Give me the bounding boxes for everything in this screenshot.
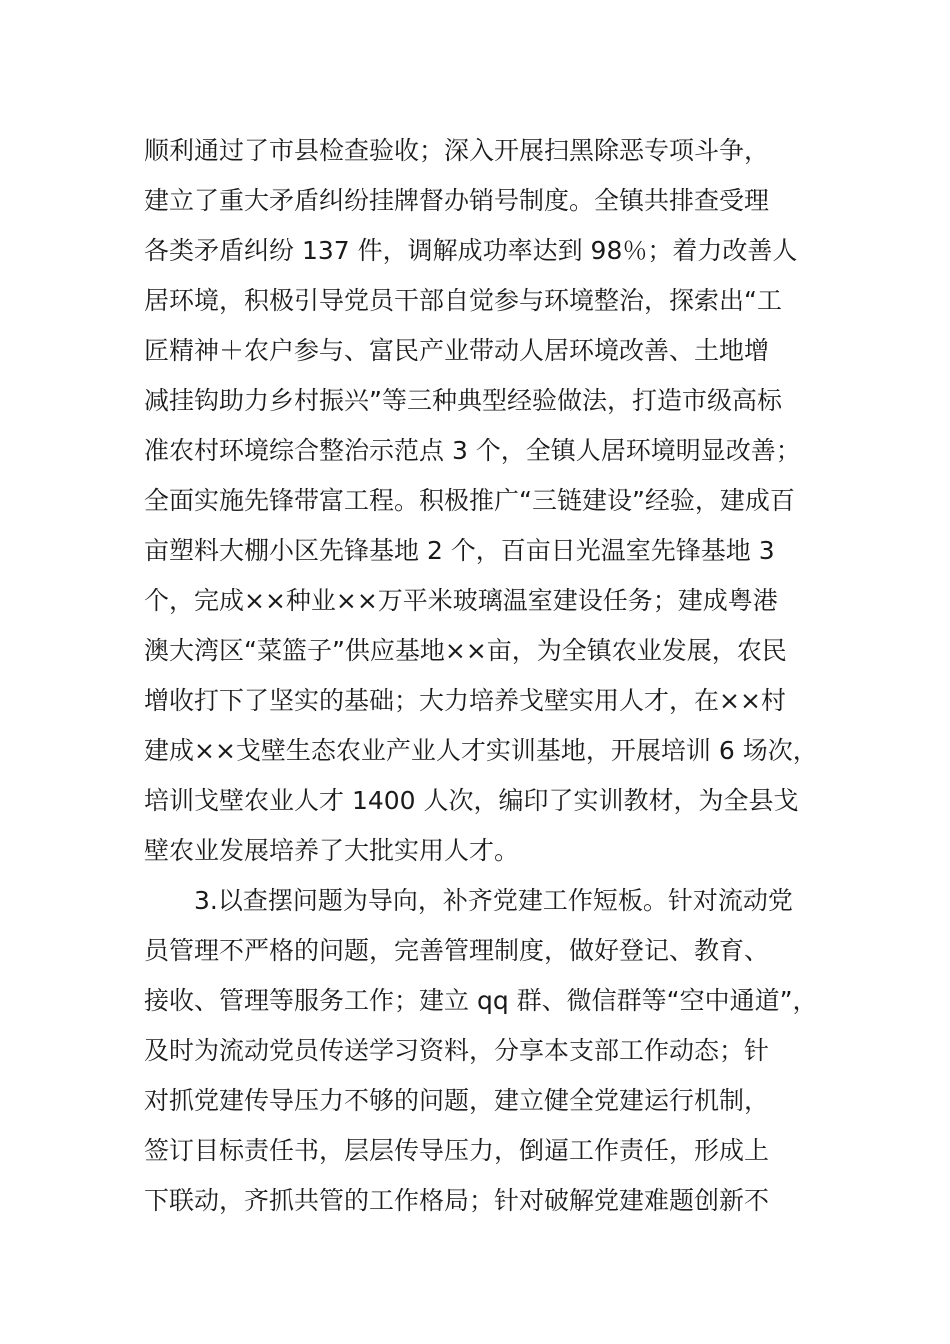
text-line: 建成××戈壁生态农业产业人才实训基地，开展培训 6 场次， bbox=[144, 736, 818, 765]
text-line: 对抓党建传导压力不够的问题，建立健全党建运行机制， bbox=[144, 1086, 770, 1115]
text-line: 员管理不严格的问题，完善管理制度，做好登记、教育、 bbox=[144, 936, 770, 965]
section-heading-line: 3.以查摆问题为导向，补齐党建工作短板。针对流动党 bbox=[194, 886, 793, 915]
text-line: 澳大湾区“菜篮子”供应基地××亩，为全镇农业发展，农民 bbox=[144, 636, 787, 665]
text-line: 亩塑料大棚小区先锋基地 2 个，百亩日光温室先锋基地 3 bbox=[144, 536, 775, 565]
text-line: 顺利通过了市县检查验收；深入开展扫黑除恶专项斗争， bbox=[144, 136, 770, 165]
text-line: 培训戈壁农业人才 1400 人次，编印了实训教材，为全县戈 bbox=[144, 786, 799, 815]
text-line: 下联动，齐抓共管的工作格局；针对破解党建难题创新不 bbox=[144, 1186, 770, 1215]
text-line: 准农村环境综合整治示范点 3 个，全镇人居环境明显改善； bbox=[144, 436, 801, 465]
text-line: 壁农业发展培养了大批实用人才。 bbox=[144, 836, 520, 865]
text-line: 全面实施先锋带富工程。积极推广“三链建设”经验，建成百 bbox=[144, 486, 795, 515]
body-text bbox=[144, 126, 844, 1226]
text-line: 个，完成××种业××万平米玻璃温室建设任务；建成粤港 bbox=[144, 586, 778, 615]
text-line: 匠精神＋农户参与、富民产业带动人居环境改善、土地增 bbox=[144, 336, 770, 365]
text-line: 及时为流动党员传送学习资料，分享本支部工作动态；针 bbox=[144, 1036, 770, 1065]
text-line: 增收打下了坚实的基础；大力培养戈壁实用人才，在××村 bbox=[144, 686, 786, 715]
text-line: 签订目标责任书，层层传导压力，倒逼工作责任，形成上 bbox=[144, 1136, 770, 1165]
text-line: 各类矛盾纠纷 137 件，调解成功率达到 98％；着力改善人 bbox=[144, 236, 798, 265]
text-line: 减挂钩助力乡村振兴”等三种典型经验做法，打造市级高标 bbox=[144, 386, 782, 415]
text-line: 接收、管理等服务工作；建立 qq 群、微信群等“空中通道”， bbox=[144, 986, 818, 1015]
text-line: 居环境，积极引导党员干部自觉参与环境整治，探索出“工 bbox=[144, 286, 782, 315]
text-line: 建立了重大矛盾纠纷挂牌督办销号制度。全镇共排查受理 bbox=[144, 186, 770, 215]
